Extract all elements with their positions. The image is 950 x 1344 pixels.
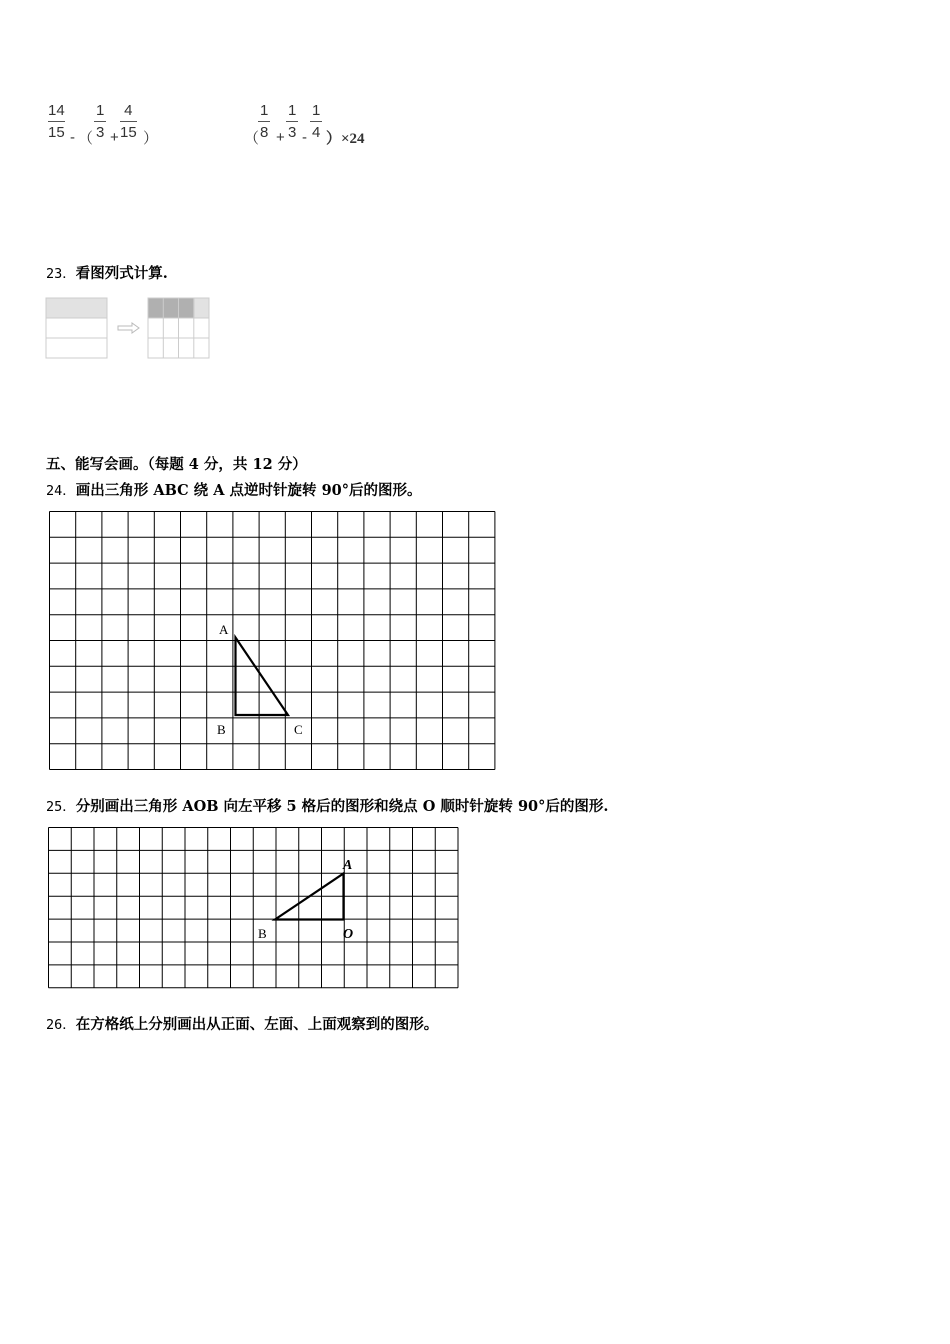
fraction-1-8: $\frac{1}{8}$ <box>260 102 269 141</box>
grid-lines <box>50 512 495 770</box>
fraction-14-15: $\frac{14}{15}$ <box>48 102 65 141</box>
label-o: O <box>343 927 354 942</box>
right-paren: ） <box>143 130 159 147</box>
label-c: C <box>294 722 303 737</box>
left-paren: （ <box>244 130 260 147</box>
fraction-1-3: $\frac{1}{3}$ <box>96 102 105 141</box>
question-number: 23． <box>46 266 76 282</box>
plus-sign: + <box>110 129 119 146</box>
grid-24 <box>46 508 504 772</box>
left-rectangle <box>46 298 107 358</box>
right-paren-times-24: ）×24 <box>326 131 365 147</box>
question-text: 画出三角形 ABC 绕 A 点逆时针旋转 90°后的图形。 <box>75 482 422 499</box>
minus-sign: - <box>302 129 307 146</box>
triangle-abc <box>236 638 289 716</box>
fraction-figure <box>44 296 214 362</box>
question-23 <box>46 262 168 283</box>
question-24 <box>46 479 422 500</box>
fraction-1-3: $\frac{1}{3}$ <box>288 102 297 141</box>
question-text: 在方格纸上分别画出从正面、左面、上面观察到的图形。 <box>75 1016 439 1033</box>
plus-sign: + <box>276 129 285 146</box>
grid-lines <box>49 828 459 988</box>
fraction-1-4: $\frac{1}{4}$ <box>312 102 321 141</box>
label-a: A <box>219 622 229 637</box>
question-number: 26． <box>46 1017 76 1033</box>
arrow-icon <box>118 323 139 333</box>
right-rectangle <box>148 298 209 358</box>
label-b: B <box>258 926 267 941</box>
fraction-4-15: $\frac{4}{15}$ <box>120 102 137 141</box>
label-a: A <box>343 858 353 873</box>
question-number: 25． <box>46 799 76 815</box>
left-paren: （ <box>78 130 94 147</box>
question-number: 24． <box>46 483 76 499</box>
question-text: 分别画出三角形 AOB 向左平移 5 格后的图形和绕点 O 顺时针旋转 90°后的图形. <box>75 798 609 815</box>
question-25 <box>46 795 608 816</box>
minus-sign: - <box>70 129 75 146</box>
question-26 <box>46 1013 438 1034</box>
grid-25 <box>45 825 459 991</box>
label-b: B <box>217 722 226 737</box>
section-5-title: 五、能写会画。（每题 4 分，共 12 分） <box>46 456 307 473</box>
question-text: 看图列式计算. <box>75 265 168 282</box>
